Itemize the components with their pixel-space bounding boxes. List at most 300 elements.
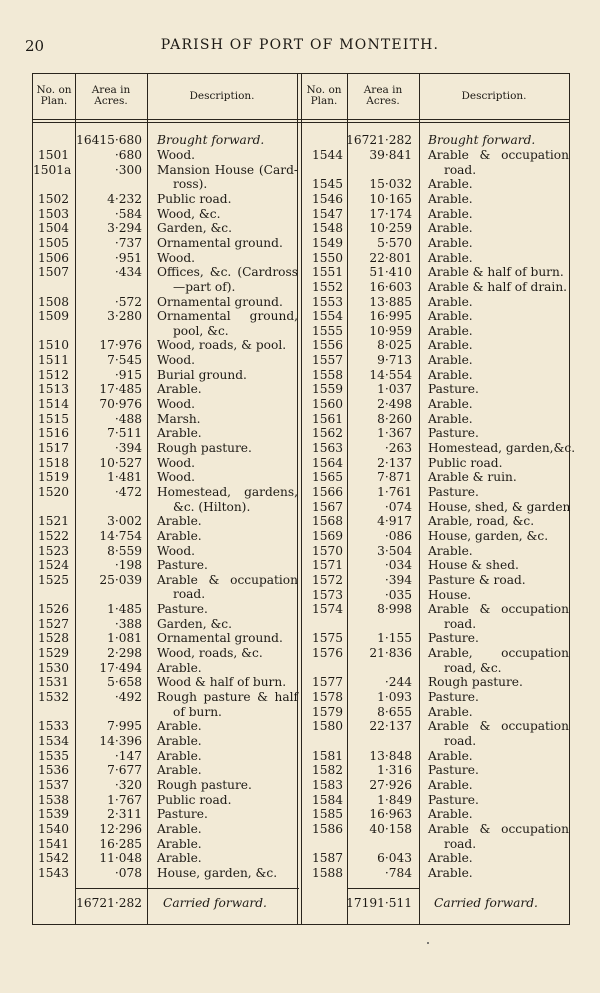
plan-number: 1502	[37, 191, 69, 206]
plan-number: 1516	[37, 426, 69, 441]
plan-number: 1561	[311, 411, 343, 426]
area-acres: 4·232	[107, 191, 142, 206]
area-acres: ·680	[114, 148, 142, 162]
description: Wood.	[157, 470, 196, 485]
plan-number: 1547	[311, 206, 343, 221]
description: Arable.	[157, 660, 202, 675]
carried-forward-area-right: 17191·511	[346, 896, 412, 910]
area-acres: ·492	[114, 690, 142, 705]
table-row	[33, 353, 571, 368]
area-acres: 1·093	[377, 690, 412, 705]
plan-number: 1532	[37, 690, 69, 705]
description: Garden, &c.	[157, 616, 232, 631]
table-row	[33, 675, 571, 690]
header-description: Description.	[189, 90, 255, 102]
description: Arable.	[157, 763, 202, 778]
area-acres: 2·137	[377, 455, 412, 470]
area-acres: 17·976	[99, 338, 142, 353]
description: Arable & ruin.	[428, 470, 517, 485]
area-acres: 1·155	[377, 631, 412, 646]
area-acres: 9·713	[377, 353, 412, 368]
land-table	[32, 73, 576, 925]
area-acres: 51·410	[369, 265, 412, 280]
plan-number: 1504	[37, 221, 69, 236]
description: Arable.	[157, 528, 202, 543]
description: Arable.	[157, 851, 202, 866]
plan-number: 1533	[37, 719, 69, 734]
plan-number: 1577	[311, 675, 343, 690]
description: Pasture.	[157, 807, 208, 822]
plan-number: 1519	[37, 470, 69, 485]
plan-number: 1539	[37, 807, 69, 822]
plan-number: 1572	[311, 572, 343, 587]
plan-number: 1560	[311, 397, 343, 412]
area-acres: 10·959	[369, 323, 412, 338]
area-acres: 8·559	[107, 543, 142, 558]
description: House, garden, &c.	[157, 865, 278, 880]
plan-number: 1562	[311, 426, 343, 441]
description: Arable & occupation	[428, 602, 569, 617]
table-row	[33, 382, 571, 397]
description: Pasture.	[428, 382, 479, 397]
header-no-on-plan: No. on Plan.	[36, 84, 72, 107]
area-acres: ·244	[384, 675, 412, 690]
description: Burial ground.	[157, 367, 247, 382]
plan-number: 1524	[37, 558, 69, 573]
area-acres: ·198	[114, 558, 142, 573]
area-acres: 27·926	[369, 777, 412, 792]
table-row	[33, 588, 571, 603]
plan-number: 1530	[37, 660, 69, 675]
plan-number: 1543	[37, 865, 69, 880]
carried-forward-row	[33, 896, 571, 911]
table-row	[33, 221, 571, 236]
area-acres: 70·976	[99, 397, 142, 412]
description: Homestead, gardens,	[157, 484, 298, 499]
paper-speck	[427, 942, 429, 944]
area-acres: 40·158	[369, 821, 412, 836]
table-row	[33, 295, 571, 310]
plan-number: 1576	[311, 646, 343, 661]
description: Homestead, garden,&c.	[428, 441, 576, 455]
description: House.	[428, 587, 472, 602]
table-row	[33, 485, 571, 500]
plan-number: 1541	[37, 836, 69, 851]
area-acres: 14·754	[99, 528, 142, 543]
plan-number: 1517	[37, 441, 69, 455]
description: Pasture.	[428, 631, 479, 646]
description: Arable.	[428, 191, 473, 206]
header-rule	[33, 122, 569, 123]
description: Ornamental ground,	[157, 309, 298, 324]
area-acres: ·034	[384, 558, 412, 573]
description: Arable.	[428, 206, 473, 221]
area-acres: 1·316	[377, 763, 412, 778]
area-acres: 22·801	[369, 250, 412, 265]
area-acres: 21·836	[369, 646, 412, 661]
description: Arable.	[428, 338, 473, 353]
table-row	[33, 280, 571, 295]
plan-number: 1538	[37, 792, 69, 807]
description: Public road.	[157, 191, 232, 206]
plan-number: 1515	[37, 411, 69, 426]
plan-number: 1546	[311, 191, 343, 206]
carried-forward-label-right: Carried forward.	[434, 896, 538, 910]
plan-number: 1518	[37, 455, 69, 470]
plan-number: 1554	[311, 309, 343, 324]
description-continued: road.	[444, 616, 477, 631]
description: Ornamental ground.	[157, 294, 283, 309]
description: Arable & half of burn.	[428, 265, 564, 280]
total-rule-left	[75, 888, 299, 889]
page-header	[0, 37, 600, 57]
description: Pasture.	[157, 558, 208, 573]
description: Rough pasture.	[428, 675, 523, 690]
description-continued: pool, &c.	[173, 323, 229, 338]
area-acres: 6·043	[377, 851, 412, 866]
table-row	[33, 514, 571, 529]
area-acres: 15·032	[369, 177, 412, 192]
description: Arable.	[428, 221, 473, 236]
description: Arable, occupation	[428, 646, 569, 661]
description: Marsh.	[157, 411, 201, 426]
table-row	[33, 192, 571, 207]
area-acres: 13·885	[369, 294, 412, 309]
header-area: Area in Acres.	[91, 84, 131, 107]
table-row	[33, 705, 571, 720]
plan-number: 1503	[37, 206, 69, 221]
description: Arable & half of drain.	[428, 279, 568, 294]
plan-number: 1573	[311, 587, 343, 602]
table-row	[33, 793, 571, 808]
plan-number: 1584	[311, 792, 343, 807]
area-acres: 1·761	[377, 484, 412, 499]
header-description-right: Description.	[461, 90, 527, 102]
description: Arable.	[157, 836, 202, 851]
area-acres: ·572	[114, 294, 142, 309]
area-acres: 3·504	[377, 543, 412, 558]
description: Arable.	[157, 382, 202, 397]
plan-number: 1542	[37, 851, 69, 866]
description: Ornamental ground.	[157, 631, 283, 646]
plan-number: 1575	[311, 631, 343, 646]
area-acres: 8·025	[377, 338, 412, 353]
description: Public road.	[157, 792, 232, 807]
plan-number: 1537	[37, 777, 69, 792]
description: Pasture.	[428, 690, 479, 705]
description-continued: —part of).	[173, 279, 236, 294]
description: Arable.	[157, 719, 202, 734]
table-row	[33, 441, 576, 456]
description: Wood & half of burn.	[157, 675, 287, 690]
table-row	[33, 412, 571, 427]
carried-forward-area-left: 16721·282	[76, 896, 142, 910]
description: House, shed, & garden	[428, 499, 571, 514]
area-acres: 25·039	[99, 572, 142, 587]
description: Public road.	[428, 455, 503, 470]
area-acres: 10·527	[99, 455, 142, 470]
area-acres: 1·367	[377, 426, 412, 441]
description: Wood.	[157, 148, 196, 162]
table-row	[33, 236, 571, 251]
area-acres: 7·511	[107, 426, 142, 441]
description: Rough pasture.	[157, 441, 252, 455]
plan-number: 1501	[37, 148, 69, 162]
description: Pasture.	[428, 763, 479, 778]
area-acres: ·951	[114, 250, 142, 265]
plan-number: 1512	[37, 367, 69, 382]
description: Rough pasture & half	[157, 690, 298, 705]
area-acres: 16·285	[99, 836, 142, 851]
area-acres: 14·554	[369, 367, 412, 382]
table-row	[33, 719, 571, 748]
description: Arable.	[428, 294, 473, 309]
plan-number: 1521	[37, 514, 69, 529]
description: Arable & occupation	[428, 821, 569, 836]
description: Mansion House (Card-	[157, 162, 298, 177]
table-row	[33, 749, 571, 764]
table-row	[33, 397, 571, 412]
plan-number: 1508	[37, 294, 69, 309]
description: House, garden, &c.	[428, 528, 549, 543]
table-row	[33, 338, 571, 353]
table-row	[33, 646, 571, 675]
plan-number: 1552	[311, 279, 343, 294]
description: Arable.	[428, 353, 473, 368]
plan-number: 1548	[311, 221, 343, 236]
plan-number: 1556	[311, 338, 343, 353]
area-acres: ·300	[114, 162, 142, 177]
plan-number: 1520	[37, 484, 69, 499]
area-acres: 13·848	[369, 748, 412, 763]
area-acres: ·472	[114, 484, 142, 499]
description: Arable.	[428, 777, 473, 792]
description-continued: road.	[173, 587, 206, 602]
plan-number: 1505	[37, 235, 69, 250]
table-row	[33, 851, 571, 866]
table-row	[33, 456, 571, 471]
description-continued: road.	[444, 836, 477, 851]
description: Arable & occupation	[157, 572, 298, 587]
description: Arable & occupation	[428, 719, 569, 734]
plan-number: 1531	[37, 675, 69, 690]
description-continued: of burn.	[173, 704, 222, 719]
area-acres: 2·498	[377, 397, 412, 412]
area-acres: 16·995	[369, 309, 412, 324]
plan-number: 1574	[311, 602, 343, 617]
description: Arable.	[428, 851, 473, 866]
description: Arable.	[428, 397, 473, 412]
table-row	[33, 309, 571, 324]
plan-number: 1588	[311, 865, 343, 880]
area-acres: 4·917	[377, 514, 412, 529]
plan-number: 1549	[311, 235, 343, 250]
description: Arable.	[428, 250, 473, 265]
plan-number: 1582	[311, 763, 343, 778]
table-row	[33, 602, 571, 631]
plan-number: 1567	[311, 499, 343, 514]
plan-number: 1564	[311, 455, 343, 470]
description: Arable.	[157, 734, 202, 748]
description: Wood, roads, &c.	[157, 646, 263, 661]
description: Wood.	[157, 353, 196, 368]
area-acres: ·584	[114, 206, 142, 221]
plan-number: 1536	[37, 763, 69, 778]
area-acres: 5·658	[107, 675, 142, 690]
description: Arable.	[428, 367, 473, 382]
table-row	[33, 500, 571, 515]
plan-number: 1563	[311, 441, 343, 455]
plan-number: 1583	[311, 777, 343, 792]
plan-number: 1555	[311, 323, 343, 338]
table-row	[33, 207, 571, 222]
plan-number: 1568	[311, 514, 343, 529]
area-acres: 17·485	[99, 382, 142, 397]
area-acres: 8·998	[377, 602, 412, 617]
table-row	[33, 822, 571, 851]
table-row	[33, 807, 571, 822]
area-acres: 1·081	[107, 631, 142, 646]
description: Arable.	[428, 309, 473, 324]
table-row	[33, 558, 571, 573]
plan-number: 1535	[37, 748, 69, 763]
table-row	[33, 368, 571, 383]
plan-number: 1510	[37, 338, 69, 353]
description-continued: road.	[444, 733, 477, 748]
area-acres: 17·174	[369, 206, 412, 221]
description: Arable.	[428, 177, 473, 192]
area-acres: 7·995	[107, 719, 142, 734]
description: House & shed.	[428, 558, 519, 573]
area-acres: ·488	[114, 411, 142, 426]
page-number: 20	[25, 37, 45, 55]
area-acres: 16·963	[369, 807, 412, 822]
area-acres: 10·165	[369, 191, 412, 206]
header-rule	[33, 119, 569, 120]
description: Arable & occupation	[428, 148, 569, 162]
description: Wood, &c.	[157, 206, 221, 221]
area-acres: 7·677	[107, 763, 142, 778]
plan-number: 1506	[37, 250, 69, 265]
area-acres: 22·137	[369, 719, 412, 734]
plan-number: 1527	[37, 616, 69, 631]
plan-number: 1579	[311, 704, 343, 719]
plan-number: 1566	[311, 484, 343, 499]
area-acres: 1·849	[377, 792, 412, 807]
table-row	[33, 324, 571, 339]
description: Pasture.	[428, 792, 479, 807]
area-acres: 3·002	[107, 514, 142, 529]
plan-number: 1558	[311, 367, 343, 382]
table-row	[33, 148, 571, 177]
area-acres: ·035	[384, 587, 412, 602]
plan-number: 1507	[37, 265, 69, 280]
description-continued: ross).	[173, 177, 208, 192]
area-acres: 10·259	[369, 221, 412, 236]
header-no-on-plan-right: No. on Plan.	[306, 84, 342, 107]
area-acres: ·320	[114, 777, 142, 792]
description: Rough pasture.	[157, 777, 252, 792]
area-acres: ·434	[114, 265, 142, 280]
plan-number: 1514	[37, 397, 69, 412]
page-title: PARISH OF PORT OF MONTEITH.	[160, 37, 440, 53]
plan-number: 1522	[37, 528, 69, 543]
area-acres: ·086	[384, 528, 412, 543]
carried-forward-label-left: Carried forward.	[163, 896, 267, 910]
area-acres: 1·037	[377, 382, 412, 397]
area-acres: 5·570	[377, 235, 412, 250]
plan-number: 1553	[311, 294, 343, 309]
plan-number: 1551	[311, 265, 343, 280]
plan-number: 1585	[311, 807, 343, 822]
table-row	[33, 470, 571, 485]
plan-number: 1550	[311, 250, 343, 265]
table-row	[33, 251, 571, 266]
area-acres: ·263	[384, 441, 412, 455]
description-continued: road, &c.	[444, 660, 502, 675]
area-acres: 1·485	[107, 602, 142, 617]
brought-forward-row	[33, 133, 571, 148]
area-acres: ·915	[114, 367, 142, 382]
description: Arable.	[428, 323, 473, 338]
plan-number: 1580	[311, 719, 343, 734]
brought-forward-area-left: 16415·680	[76, 133, 142, 147]
description: Arable.	[428, 235, 473, 250]
area-acres: 2·298	[107, 646, 142, 661]
description: Arable.	[428, 704, 473, 719]
area-acres: ·394	[114, 441, 142, 455]
table-row	[33, 529, 571, 544]
area-acres: 1·767	[107, 792, 142, 807]
description: Arable.	[428, 865, 473, 880]
plan-number: 1526	[37, 602, 69, 617]
area-acres: 8·655	[377, 704, 412, 719]
plan-number: 1528	[37, 631, 69, 646]
area-acres: ·737	[114, 235, 142, 250]
description: Arable, road, &c.	[428, 514, 535, 529]
area-acres: 39·841	[369, 148, 412, 162]
area-acres: 8·260	[377, 411, 412, 426]
table-row	[33, 573, 571, 588]
plan-number: 1511	[37, 353, 69, 368]
plan-number: 1557	[311, 353, 343, 368]
plan-number: 1565	[311, 470, 343, 485]
description: Wood.	[157, 397, 196, 412]
table-row	[33, 426, 571, 441]
plan-number: 1569	[311, 528, 343, 543]
plan-number: 1581	[311, 748, 343, 763]
area-acres: 7·545	[107, 353, 142, 368]
area-acres: ·388	[114, 616, 142, 631]
area-acres: ·784	[384, 865, 412, 880]
area-acres: 7·871	[377, 470, 412, 485]
area-acres: ·078	[114, 865, 142, 880]
plan-number: 1540	[37, 821, 69, 836]
area-acres: ·394	[384, 572, 412, 587]
table-row	[33, 631, 571, 646]
description: Arable.	[428, 411, 473, 426]
area-acres: ·147	[114, 748, 142, 763]
description: Arable.	[428, 543, 473, 558]
area-acres: 3·294	[107, 221, 142, 236]
plan-number: 1545	[311, 177, 343, 192]
plan-number: 1570	[311, 543, 343, 558]
description: Arable.	[157, 748, 202, 763]
description: Pasture.	[428, 426, 479, 441]
plan-number: 1571	[311, 558, 343, 573]
description: Arable.	[157, 821, 202, 836]
brought-forward-label-right: Brought forward.	[428, 133, 536, 147]
